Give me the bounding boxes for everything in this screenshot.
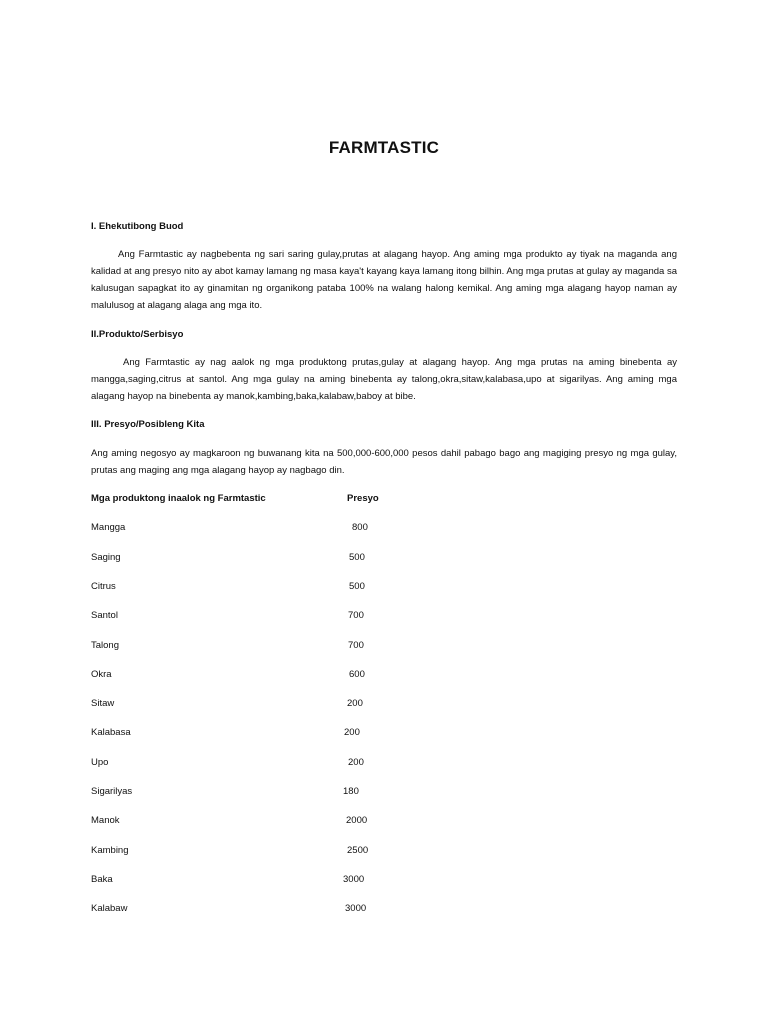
table-row bbox=[0, 786, 768, 800]
product-name: Santol bbox=[91, 610, 118, 621]
product-name: Mangga bbox=[91, 522, 126, 533]
section-heading-presyo-kita: III. Presyo/Posibleng Kita bbox=[91, 419, 205, 430]
table-row bbox=[0, 552, 768, 566]
table-row bbox=[0, 522, 768, 536]
product-price: 180 bbox=[343, 786, 359, 797]
table-row bbox=[0, 874, 768, 888]
table-row bbox=[0, 581, 768, 595]
section-text-produkto-serbisyo: Ang Farmtastic ay nag aalok ng mga produktong prutas,gulay at alagang hayop. Ang mga prutas na aming binebenta ay mangga,saging,citrus at santol. Ang mga gulay na aming binebenta ay talong,okra,sitaw,kalabasa,upo at sigarilyas. Ang aming mga alagang hayop na binebenta ay manok,kambing,baka,kalabaw,baboy at bibe. bbox=[91, 357, 677, 402]
product-price: 600 bbox=[349, 669, 365, 680]
table-header-price: Presyo bbox=[347, 493, 379, 504]
product-price: 200 bbox=[347, 698, 363, 709]
product-name: Talong bbox=[91, 640, 119, 651]
section-heading-ehekutibong-buod: I. Ehekutibong Buod bbox=[91, 221, 184, 232]
table-row bbox=[0, 845, 768, 859]
product-price: 3000 bbox=[345, 903, 367, 914]
product-name: Baka bbox=[91, 874, 113, 885]
table-row bbox=[0, 698, 768, 712]
product-price: 3000 bbox=[343, 874, 365, 885]
product-name: Kalabaw bbox=[91, 903, 128, 914]
product-name: Kambing bbox=[91, 845, 129, 856]
product-price: 800 bbox=[352, 522, 368, 533]
product-name: Upo bbox=[91, 757, 109, 768]
product-name: Citrus bbox=[91, 581, 116, 592]
product-price: 2000 bbox=[346, 815, 368, 826]
table-header-product: Mga produktong inaalok ng Farmtastic bbox=[91, 493, 266, 504]
document-title: FARMTASTIC bbox=[328, 138, 440, 157]
section-text-ehekutibong-buod: Ang Farmtastic ay nagbebenta ng sari saring gulay,prutas at alagang hayop. Ang aming mga produkto ay tiyak na maganda ang kalidad at ang presyo nito ay abot kamay lamang ng masa kaya't kayang kaya lamang itong bilhin. Ang mga prutas at gulay ay maganda sa kalusugan sapagkat ito ay ginamitan ng organikong pataba 100% na walang halong kemikal. Ang aming mga alagang hayop naman ay malulusog at alagang alaga ang mga ito. bbox=[91, 249, 677, 311]
section-text-presyo-kita: Ang aming negosyo ay magkaroon ng buwanang kita na 500,000-600,000 pesos dahil pabago bago ang magiging presyo ng mga gulay, prutas ang maging ang mga alagang hayop ay nagbago din. bbox=[91, 448, 677, 476]
table-row bbox=[0, 669, 768, 683]
table-row bbox=[0, 610, 768, 624]
product-name: Saging bbox=[91, 552, 121, 563]
product-price: 500 bbox=[349, 552, 365, 563]
table-row bbox=[0, 727, 768, 741]
table-row bbox=[0, 903, 768, 917]
product-price: 700 bbox=[348, 640, 364, 651]
table-row bbox=[0, 815, 768, 829]
section-heading-produkto-serbisyo: II.Produkto/Serbisyo bbox=[91, 329, 184, 340]
product-name: Okra bbox=[91, 669, 112, 680]
product-price: 500 bbox=[349, 581, 365, 592]
product-name: Sigarilyas bbox=[91, 786, 133, 797]
product-price: 2500 bbox=[347, 845, 369, 856]
product-name: Manok bbox=[91, 815, 120, 826]
table-row bbox=[0, 640, 768, 654]
table-row bbox=[0, 757, 768, 771]
product-name: Sitaw bbox=[91, 698, 115, 709]
product-price: 700 bbox=[348, 610, 364, 621]
product-name: Kalabasa bbox=[91, 727, 131, 738]
product-price: 200 bbox=[348, 757, 364, 768]
product-price: 200 bbox=[344, 727, 360, 738]
